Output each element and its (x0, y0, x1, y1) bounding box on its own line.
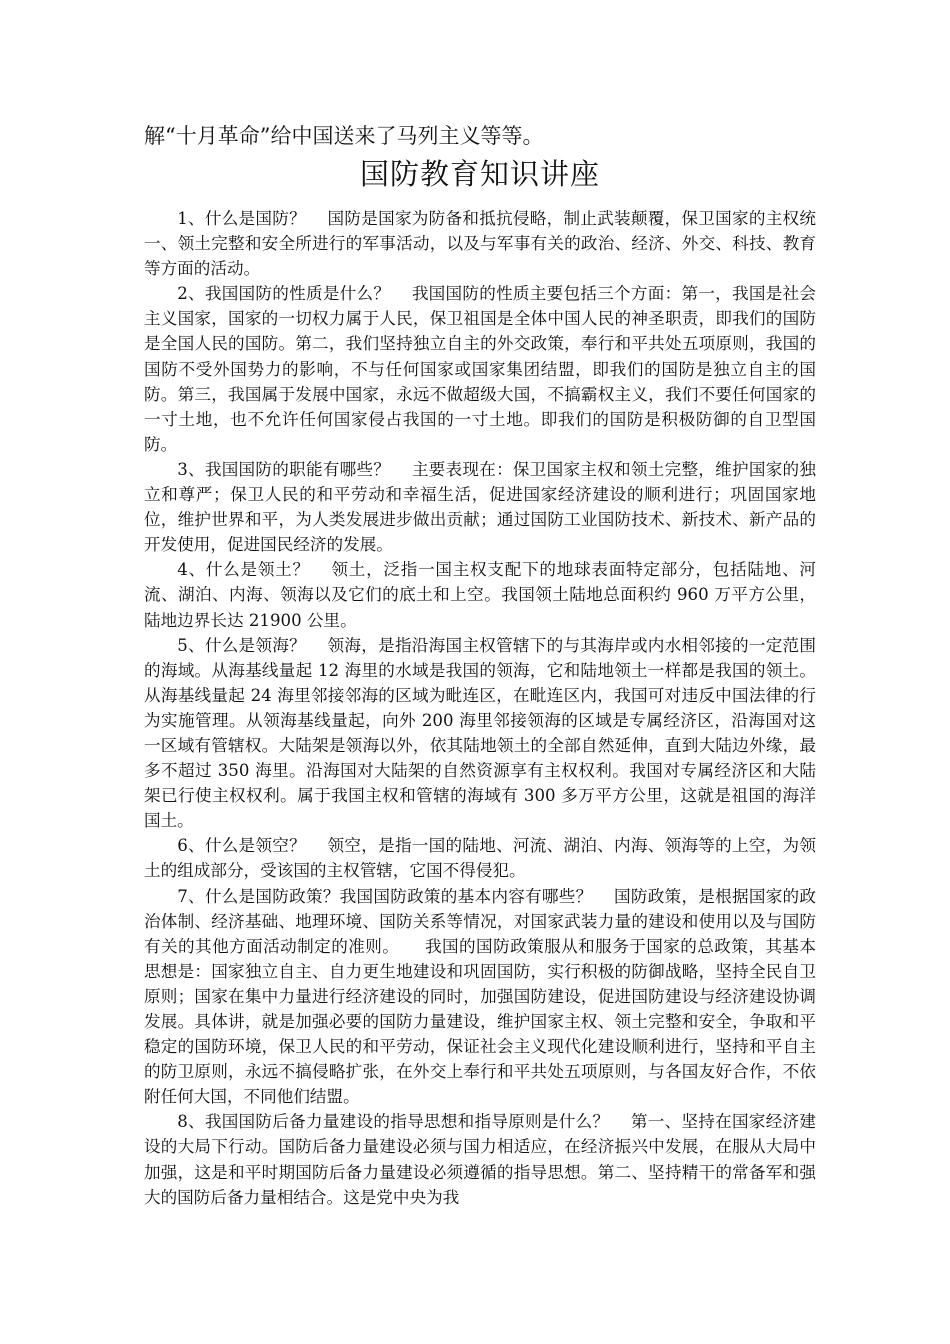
qa-paragraph-8 (144, 1109, 816, 1209)
answer-5: 领海，是指沿海国主权管辖下的与其海岸或内水相邻接的一定范围的海域。从海基线量起 12 海里的水域是我国的领海，它和陆地领土一样都是我国的领土。从海基线量起 24 海里邻接邻海的区域为毗连区，在毗连区内，我国可对违反中国法律的行为实施管理。从领海基线量起，向外 200 海里邻接领海的区域是专属经济区，沿海国对这一区域有管辖权。大陆架是领海以外，依其陆地领土的全部自然延伸，直到大陆边外缘，最多不超过 350 海里。沿海国对大陆架的自然资源享有主权权利。我国对专属经济区和大陆架已行使主权权利。属于我国主权和管辖的海域有 300 多万平方公里，这就是祖国的海洋国土。 (144, 635, 816, 831)
document-page (144, 118, 816, 1210)
continued-text-line: 解“十月革命”给中国送来了马列主义等等。 (144, 124, 544, 148)
question-1: 1、什么是国防？ (177, 209, 306, 228)
answer-8: 第一、坚持在国家经济建设的大局下行动。国防后备力量建设必须与国力相适应，在经济振兴中发展，在服从大局中加强，这是和平时期国防后备力量建设必须遵循的指导思想。第二、坚持精干的常备军和强大的国防后备力量相结合。这是党中央为我 (144, 1112, 817, 1207)
document-title: 国防教育知识讲座 (359, 157, 600, 191)
question-3: 3、我国国防的职能有哪些？ (177, 459, 391, 479)
question-4: 4、什么是领土？ (177, 560, 310, 580)
answer-7: 国防政策，是根据国家的政治体制、经济基础、地理环境、国防关系等情况，对国家武装力量的建设和使用以及与国防有关的其他方面活动制定的准则。 我国的国防政策服从和服务于国家的总政策，其基本思想是：国家独立自主、自力更生地建设和巩固国防，实行积极的防御战略，坚持全民自卫原则；国家在集中力量进行经济建设的同时，加强国防建设，促进国防建设与经济建设协调发展。具体讲，就是加强必要的国防力量建设，维护国家主权、领土完整和安全，争取和平稳定的国防环境，保卫人民的和平劳动，保证社会主义现代化建设顺利进行，坚持和平自主的防卫原则，永远不搞侵略扩张，在外交上奉行和平共处五项原则，与各国友好合作，不依附任何大国，不同他们结盟。 (144, 886, 816, 1107)
question-2: 2、我国国防的性质是什么？ (177, 284, 391, 304)
qa-paragraph-6 (144, 833, 816, 883)
qa-paragraph-7 (144, 884, 816, 1110)
qa-paragraph-3 (144, 457, 816, 557)
answer-1: 国防是国家为防备和抵抗侵略，制止武装颠覆，保卫国家的主权统一、领土完整和安全所进行的军事活动，以及与军事有关的政治、经济、外交、科技、教育等方面的活动。 (144, 209, 816, 279)
answer-2: 我国国防的性质主要包括三个方面：第一，我国是社会主义国家，国家的一切权力属于人民，保卫祖国是全体中国人民的神圣职责，即我们的国防是全国人民的国防。第二，我们坚持独立自主的外交政策，奉行和平共处五项原则，我国的国防不受外国势力的影响，不与任何国家或国家集团结盟，即我们的国防是独立自主的国防。第三，我国属于发展中国家，永远不做超级大国，不搞霸权主义，我们不要任何国家的一寸土地，也不允许任何国家侵占我国的一寸土地。即我们的国防是积极防御的自卫型国防。 (144, 284, 817, 454)
qa-paragraph-2 (144, 281, 816, 457)
question-6: 6、什么是领空？ (177, 836, 306, 856)
qa-paragraph-4 (144, 557, 816, 632)
question-5: 5、什么是领海？ (177, 635, 306, 655)
question-7: 7、什么是国防政策？我国国防政策的基本内容有哪些？ (177, 886, 593, 906)
question-8: 8、我国国防后备力量建设的指导思想和指导原则是什么？ (177, 1112, 610, 1132)
qa-paragraph-1 (144, 206, 816, 281)
answer-4: 领土，泛指一国主权支配下的地球表面特定部分，包括陆地、河流、湖泊、内海、领海以及它们的底土和上空。我国领土陆地总面积约 960 万平方公里，陆地边界长达 21900 公里。 (144, 560, 817, 630)
answer-6: 领空，是指一国的陆地、河流、湖泊、内海、领海等的上空，为领土的组成部分，受该国的主权管辖，它国不得侵犯。 (144, 836, 816, 881)
qa-paragraph-5 (144, 633, 816, 834)
answer-3: 主要表现在：保卫国家主权和领土完整，维护国家的独立和尊严；保卫人民的和平劳动和幸福生活，促进国家经济建设的顺利进行；巩固国家地位，维护世界和平，为人类发展进步做出贡献；通过国防工业国防技术、新技术、新产品的开发使用，促进国民经济的发展。 (144, 459, 817, 555)
